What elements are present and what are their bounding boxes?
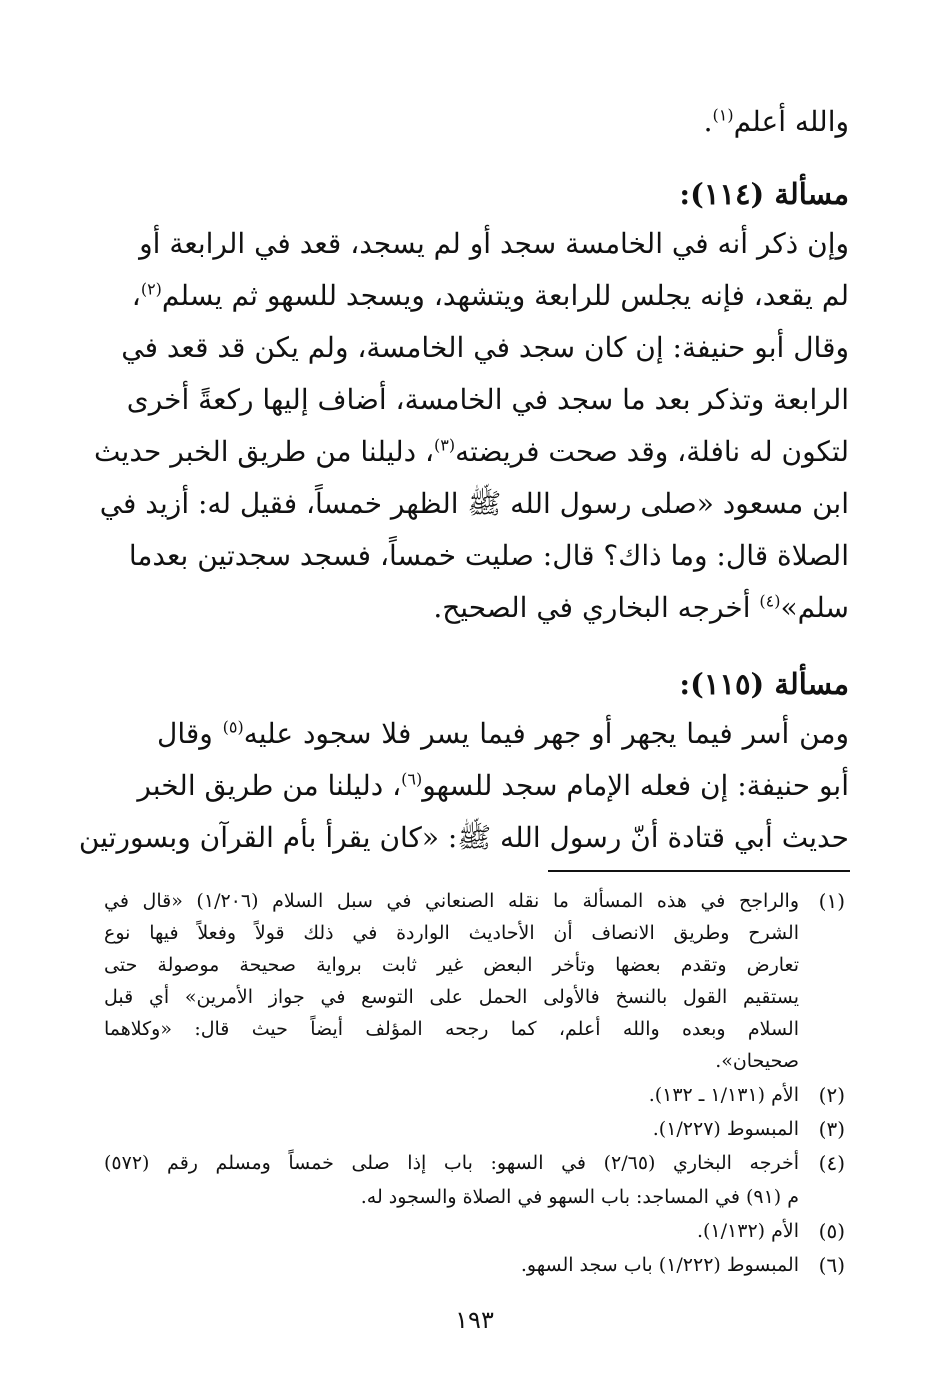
footnote-ref-1: (١) (712, 105, 734, 125)
issue-114-line-4: الرابعة وتذكر بعد ما سجد في الخامسة، أضاف إليها ركعةً أخرى (126, 383, 849, 416)
issue-114-line-3: وقال أبو حنيفة: إن كان سجد في الخامسة، ولم يكن قد قعد في (121, 331, 849, 364)
footnote-1-line-1: والراجح في هذه المسألة ما نقله الصنعاني في سبل السلام (١/٢٠٦) «قال في (104, 890, 799, 912)
issue-115-line-1-text: ومن أسر فيما يجهر أو جهر فيما يسر فلا سجود عليه (243, 717, 849, 750)
footnote-2-line-1: الأم (١/١٣١ ـ ١٣٢). (648, 1084, 799, 1106)
footnote-1-line-6: صحيحان». (715, 1050, 799, 1072)
footnote-3-line-1: المبسوط (١/٢٢٧). (652, 1118, 799, 1140)
page-number: ١٩٣ (455, 1306, 494, 1334)
issue-115-line-3: حديث أبي قتادة أنّ رسول الله ﷺ: «كان يقرأ بأم القرآن وبسورتين (78, 821, 849, 854)
issue-114-line-5 (94, 424, 849, 480)
opening-text: والله أعلم (733, 105, 849, 138)
issue-114-line-8-tail: أخرجه البخاري في الصحيح. (433, 591, 760, 624)
footnote-ref-4: (٤) (759, 591, 781, 611)
footnote-3-number: (٣) (818, 1117, 845, 1141)
issue-114-line-2-text: لم يقعد، فإنه يجلس للرابعة ويتشهد، ويسجد للسهو ثم يسلم (161, 279, 849, 312)
issue-114-heading: مسألة (١١٤): (679, 177, 849, 211)
footnote-1-number: (١) (818, 889, 845, 913)
footnote-4-line-1: أخرجه البخاري (٢/٦٥) في السهو: باب إذا صلى خمساً ومسلم رقم (٥٧٢) (104, 1152, 799, 1174)
issue-114-line-8-text: سلم» (780, 591, 849, 624)
footnote-6-line-1: المبسوط (١/٢٢٢) باب سجد السهو. (520, 1254, 799, 1276)
footnote-1-line-2: الشرح وطريق الانصاف أن الأحاديث الواردة في ذلك قولاً وفعلاً فيها نوع (104, 922, 799, 944)
footnote-1-line-4: يستقيم القول بالنسخ فالأولى الحمل على التوسع في جواز الأمرين» أي قبل (104, 986, 799, 1008)
issue-115-heading: مسألة (١١٥): (679, 667, 849, 701)
issue-114-line-7: الصلاة قال: وما ذاك؟ قال: صليت خمساً، فسجد سجدتين بعدما (128, 539, 849, 572)
issue-115-line-1-tail: وقال (157, 717, 223, 750)
issue-114-line-2 (131, 268, 849, 324)
footnote-ref-5: (٥) (222, 717, 244, 737)
issue-114-line-5-text: لتكون له نافلة، وقد صحت فريضته (455, 435, 849, 468)
footnote-6-number: (٦) (818, 1253, 845, 1277)
opening-end: . (703, 105, 713, 138)
issue-115-line-2-tail: ، دليلنا من طريق الخبر (137, 769, 402, 802)
footnote-5-number: (٥) (818, 1219, 845, 1243)
footnote-4-line-2: م (٩١) في المساجد: باب السهو في الصلاة والسجود له. (360, 1186, 799, 1208)
issue-114-line-6: ابن مسعود «صلى رسول الله ﷺ الظهر خمساً، فقيل له: أزيد في (99, 487, 849, 520)
issue-114-line-8 (157, 580, 849, 636)
footnote-1-line-5: السلام وبعده والله أعلم، كما رجحه المؤلف أيضاً حيث قال: «وكلاهما (104, 1018, 799, 1040)
issue-114-line-2-comma: ، (131, 279, 141, 312)
issue-114-line-5-tail: ، دليلنا من طريق الخبر حديث (94, 435, 435, 468)
footnote-ref-2: (٢) (140, 279, 162, 299)
footnote-separator (548, 870, 850, 872)
footnote-5-line-1: الأم (١/١٣٢). (696, 1220, 799, 1242)
footnote-2-number: (٢) (818, 1083, 845, 1107)
footnote-ref-3: (٣) (434, 435, 456, 455)
issue-115-line-1 (157, 706, 849, 762)
footnote-1-line-3: تعارض وتقدم بعضها وتأخر البعض غير ثابت برواية صحيحة موصولة حتى (104, 954, 799, 976)
issue-115-line-2 (137, 758, 849, 814)
opening-line (157, 94, 849, 150)
footnote-ref-6: (٦) (401, 769, 423, 789)
issue-115-line-2-text: أبو حنيفة: إن فعله الإمام سجد للسهو (422, 769, 849, 802)
footnote-4-number: (٤) (818, 1151, 845, 1175)
issue-114-line-1: وإن ذكر أنه في الخامسة سجد أو لم يسجد، قعد في الرابعة أو (139, 227, 849, 260)
